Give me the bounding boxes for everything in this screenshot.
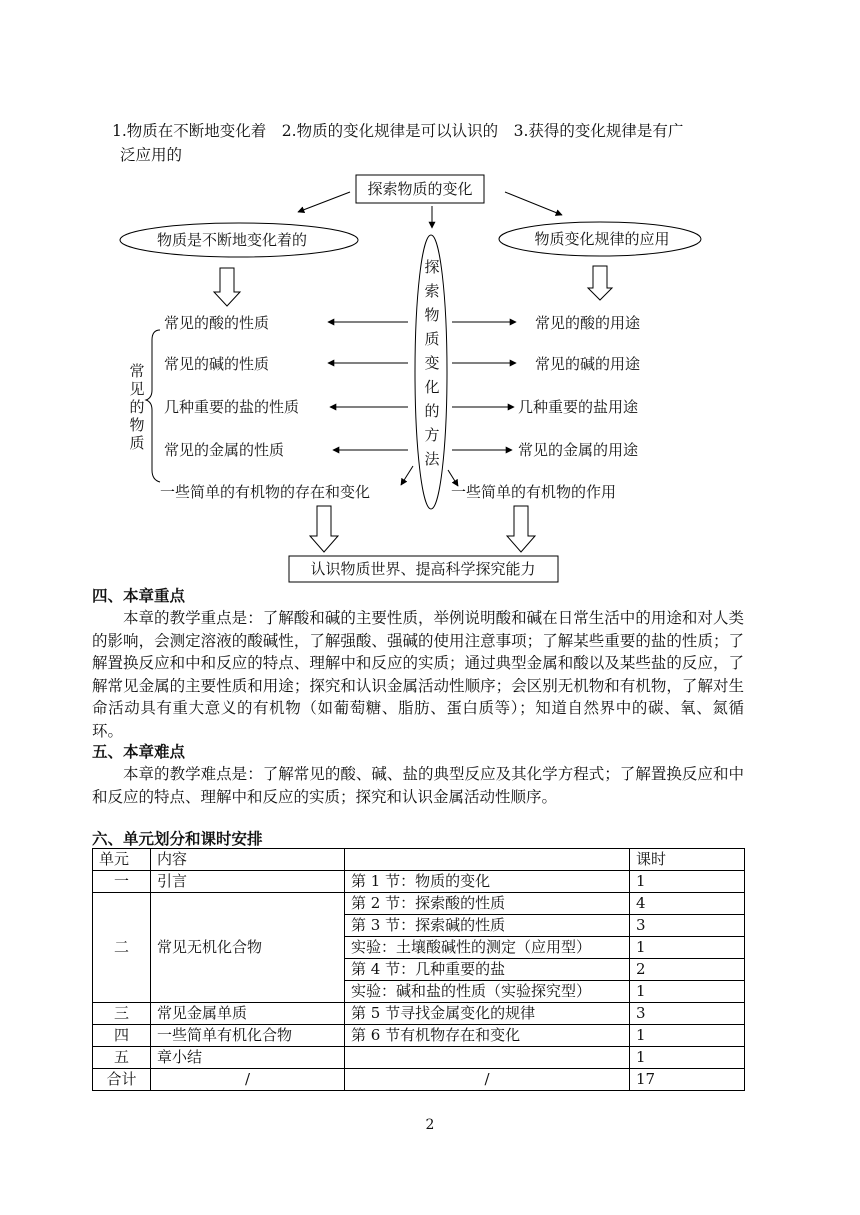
center-oval-char: 索 — [424, 282, 440, 300]
content-cell: 章小结 — [151, 1047, 345, 1069]
hours-cell: 3 — [630, 1003, 745, 1025]
center-oval-char: 的 — [424, 402, 440, 420]
header-content: 内容 — [151, 849, 345, 871]
brace-label — [129, 362, 144, 452]
left-item-5: 一些简单的有机物的存在和变化 — [160, 483, 371, 501]
content-cell: 一些简单有机化合物 — [151, 1025, 345, 1047]
content-cell: 引言 — [151, 871, 345, 893]
center-oval-char: 质 — [424, 330, 440, 348]
unit-cell: 四 — [93, 1025, 151, 1047]
left-item-1: 常见的酸的性质 — [164, 314, 270, 332]
right-item-1: 常见的酸的用途 — [535, 314, 641, 332]
arrow-diag-left — [401, 466, 413, 485]
center-oval-char: 方 — [424, 426, 440, 444]
unit-cell: 合计 — [93, 1069, 151, 1091]
right-item-5: 一些简单的有机物的作用 — [451, 483, 617, 501]
table-row — [93, 1047, 745, 1069]
top-box-label: 探索物质的变化 — [367, 180, 473, 198]
table-row — [93, 871, 745, 893]
arrow-top-right — [505, 192, 562, 215]
hollow-arrow-bottom-right — [507, 506, 535, 552]
hours-cell: 3 — [630, 915, 745, 937]
hours-cell: 17 — [630, 1069, 745, 1091]
center-oval-char: 物 — [424, 306, 440, 324]
header-hours: 课时 — [630, 849, 745, 871]
table-row — [93, 1003, 745, 1025]
hours-cell: 1 — [630, 981, 745, 1003]
left-item-4: 常见的金属的性质 — [164, 441, 285, 459]
center-oval-char: 法 — [424, 450, 440, 468]
content-cell: 常见金属单质 — [151, 1003, 345, 1025]
section-cell: 实验：碱和盐的性质（实验探究型） — [345, 981, 630, 1003]
unit-cell: 三 — [93, 1003, 151, 1025]
intro-line-1: 1.物质在不断地变化着 2.物质的变化规律是可以认识的 3.获得的变化规律是有广 — [112, 122, 684, 140]
brace-label-char: 见 — [129, 380, 145, 398]
content-cell: / — [151, 1069, 345, 1091]
center-oval-text — [424, 258, 440, 468]
intro-text — [112, 119, 762, 167]
table-header-row — [93, 849, 745, 871]
table-row — [93, 893, 745, 915]
section-cell: 第 3 节：探索碱的性质 — [345, 915, 630, 937]
hours-cell: 1 — [630, 871, 745, 893]
left-item-2: 常见的碱的性质 — [164, 355, 270, 373]
section-cell: 第 4 节：几种重要的盐 — [345, 959, 630, 981]
hours-cell: 1 — [630, 1025, 745, 1047]
right-item-2: 常见的碱的用途 — [535, 355, 641, 373]
schedule-table — [92, 848, 745, 1091]
hours-cell: 2 — [630, 959, 745, 981]
page-number: 2 — [425, 1117, 435, 1133]
unit-cell: 一 — [93, 871, 151, 893]
section-5-title: 五、本章难点 — [92, 742, 186, 761]
center-oval-char: 探 — [424, 258, 440, 276]
section-4-text: 本章的教学重点是：了解酸和碱的主要性质，举例说明酸和碱在日常生活中的用途和对人类的影响，会测定溶液的酸碱性，了解强酸、强碱的使用注意事项；了解某些重要的盐的性质；了解置换反应和中和反应的特点、理解中和反应的实质；通过典型金属和酸以及某些盐的反应，了解常见金属的主要性质和用途；探究和认识金属活动性顺序；会区别无机物和有机物，了解对生命活动具有重大意义的有机物（如葡萄糖、脂肪、蛋白质等）；知道自然界中的碳、氧、氮循环。 — [92, 609, 744, 740]
center-oval-char: 化 — [424, 378, 440, 396]
brace-label-char: 质 — [129, 434, 145, 452]
right-item-4: 常见的金属的用途 — [518, 441, 639, 459]
section-cell: 第 6 节有机物存在和变化 — [345, 1025, 630, 1047]
right-item-3: 几种重要的盐用途 — [518, 398, 639, 416]
hollow-arrow-right — [588, 266, 612, 300]
header-section — [345, 849, 630, 871]
brace-label-char: 物 — [129, 416, 145, 434]
table-row — [93, 1025, 745, 1047]
center-oval-char: 变 — [424, 354, 440, 372]
brace-label-char: 常 — [129, 362, 145, 380]
section-cell — [345, 1047, 630, 1069]
section-5-text: 本章的教学难点是：了解常见的酸、碱、盐的典型反应及其化学方程式；了解置换反应和中和反应的特点、理解中和反应的实质；探究和认识金属活动性顺序。 — [92, 765, 744, 806]
brace-label-char: 的 — [129, 398, 145, 416]
bottom-box-label: 认识物质世界、提高科学探究能力 — [310, 560, 536, 578]
hours-cell: 1 — [630, 937, 745, 959]
section-6-title: 六、单元划分和课时安排 — [92, 829, 263, 848]
left-brace — [146, 330, 160, 482]
section-cell: 第 5 节寻找金属变化的规律 — [345, 1003, 630, 1025]
left-oval-label: 物质是不断地变化着的 — [156, 231, 308, 249]
section-cell: 第 2 节：探索酸的性质 — [345, 893, 630, 915]
arrow-top-left — [298, 192, 350, 212]
header-unit: 单元 — [93, 849, 151, 871]
section-cell: / — [345, 1069, 630, 1091]
hours-cell: 1 — [630, 1047, 745, 1069]
section-4-title: 四、本章重点 — [92, 586, 186, 605]
table-total-row — [93, 1069, 745, 1091]
content-cell: 常见无机化合物 — [151, 893, 345, 1003]
hollow-arrow-left — [214, 268, 240, 306]
hours-cell: 4 — [630, 893, 745, 915]
section-cell: 实验：土壤酸碱性的测定（应用型） — [345, 937, 630, 959]
left-item-3: 几种重要的盐的性质 — [164, 398, 300, 416]
intro-line-2: 泛应用的 — [120, 146, 183, 164]
unit-cell: 二 — [93, 893, 151, 1003]
section-cell: 第 1 节：物质的变化 — [345, 871, 630, 893]
right-oval-label: 物质变化规律的应用 — [534, 230, 670, 248]
concept-diagram — [0, 170, 860, 590]
unit-cell: 五 — [93, 1047, 151, 1069]
hollow-arrow-bottom-left — [310, 506, 338, 552]
